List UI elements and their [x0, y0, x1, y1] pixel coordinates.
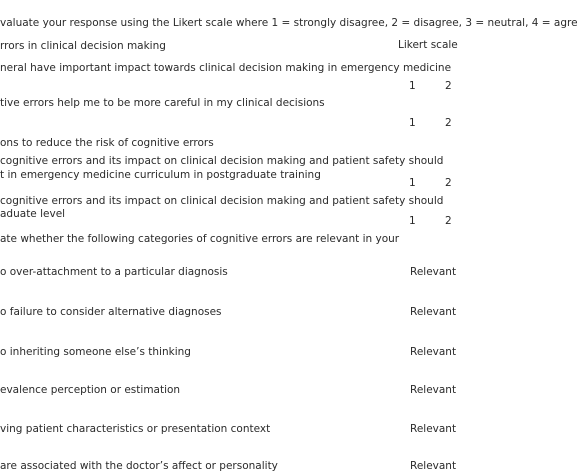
category-6-value: Relevant — [410, 460, 457, 472]
item-5-line-2: t in emergency medicine curriculum in postgraduate training — [0, 169, 321, 181]
item-6-line-2: aduate level — [0, 208, 66, 220]
item-3-value-1: 1 — [409, 117, 416, 129]
item-4-text: ons to reduce the risk of cognitive errors — [0, 137, 214, 149]
item-6-line-1: cognitive errors and its impact on clinical decision making and patient safety should — [0, 195, 444, 207]
item-5-line-1: cognitive errors and its impact on clinical decision making and patient safety should — [0, 155, 444, 167]
likert-scale-header: Likert scale — [398, 39, 458, 51]
item-5-value-1: 1 — [409, 177, 416, 189]
item-3-value-2: 2 — [445, 117, 452, 129]
category-5-value: Relevant — [410, 423, 457, 435]
category-5-text: ving patient characteristics or presentation context — [0, 423, 271, 435]
category-2-value: Relevant — [410, 306, 457, 318]
section-2-heading: ate whether the following categories of cognitive errors are relevant in your — [0, 233, 400, 245]
category-6-text: are associated with the doctor’s affect or personality — [0, 460, 278, 472]
item-5-value-2: 2 — [445, 177, 452, 189]
item-6-value-2: 2 — [445, 215, 452, 227]
item-1-text: rrors in clinical decision making — [0, 40, 166, 52]
item-2-value-1: 1 — [409, 80, 416, 92]
category-1-text: o over-attachment to a particular diagnosis — [0, 266, 228, 278]
intro-text: valuate your response using the Likert scale where 1 = strongly disagree, 2 = disagree, 3 = neutral, 4 = agre — [0, 17, 578, 29]
category-4-value: Relevant — [410, 384, 457, 396]
item-6-value-1: 1 — [409, 215, 416, 227]
category-3-value: Relevant — [410, 346, 457, 358]
category-3-text: o inheriting someone else’s thinking — [0, 346, 191, 358]
item-3-text: tive errors help me to be more careful in my clinical decisions — [0, 97, 325, 109]
category-4-text: evalence perception or estimation — [0, 384, 181, 396]
category-2-text: o failure to consider alternative diagnoses — [0, 306, 222, 318]
category-1-value: Relevant — [410, 266, 457, 278]
item-2-text: neral have important impact towards clinical decision making in emergency medicine — [0, 62, 452, 74]
item-2-value-2: 2 — [445, 80, 452, 92]
